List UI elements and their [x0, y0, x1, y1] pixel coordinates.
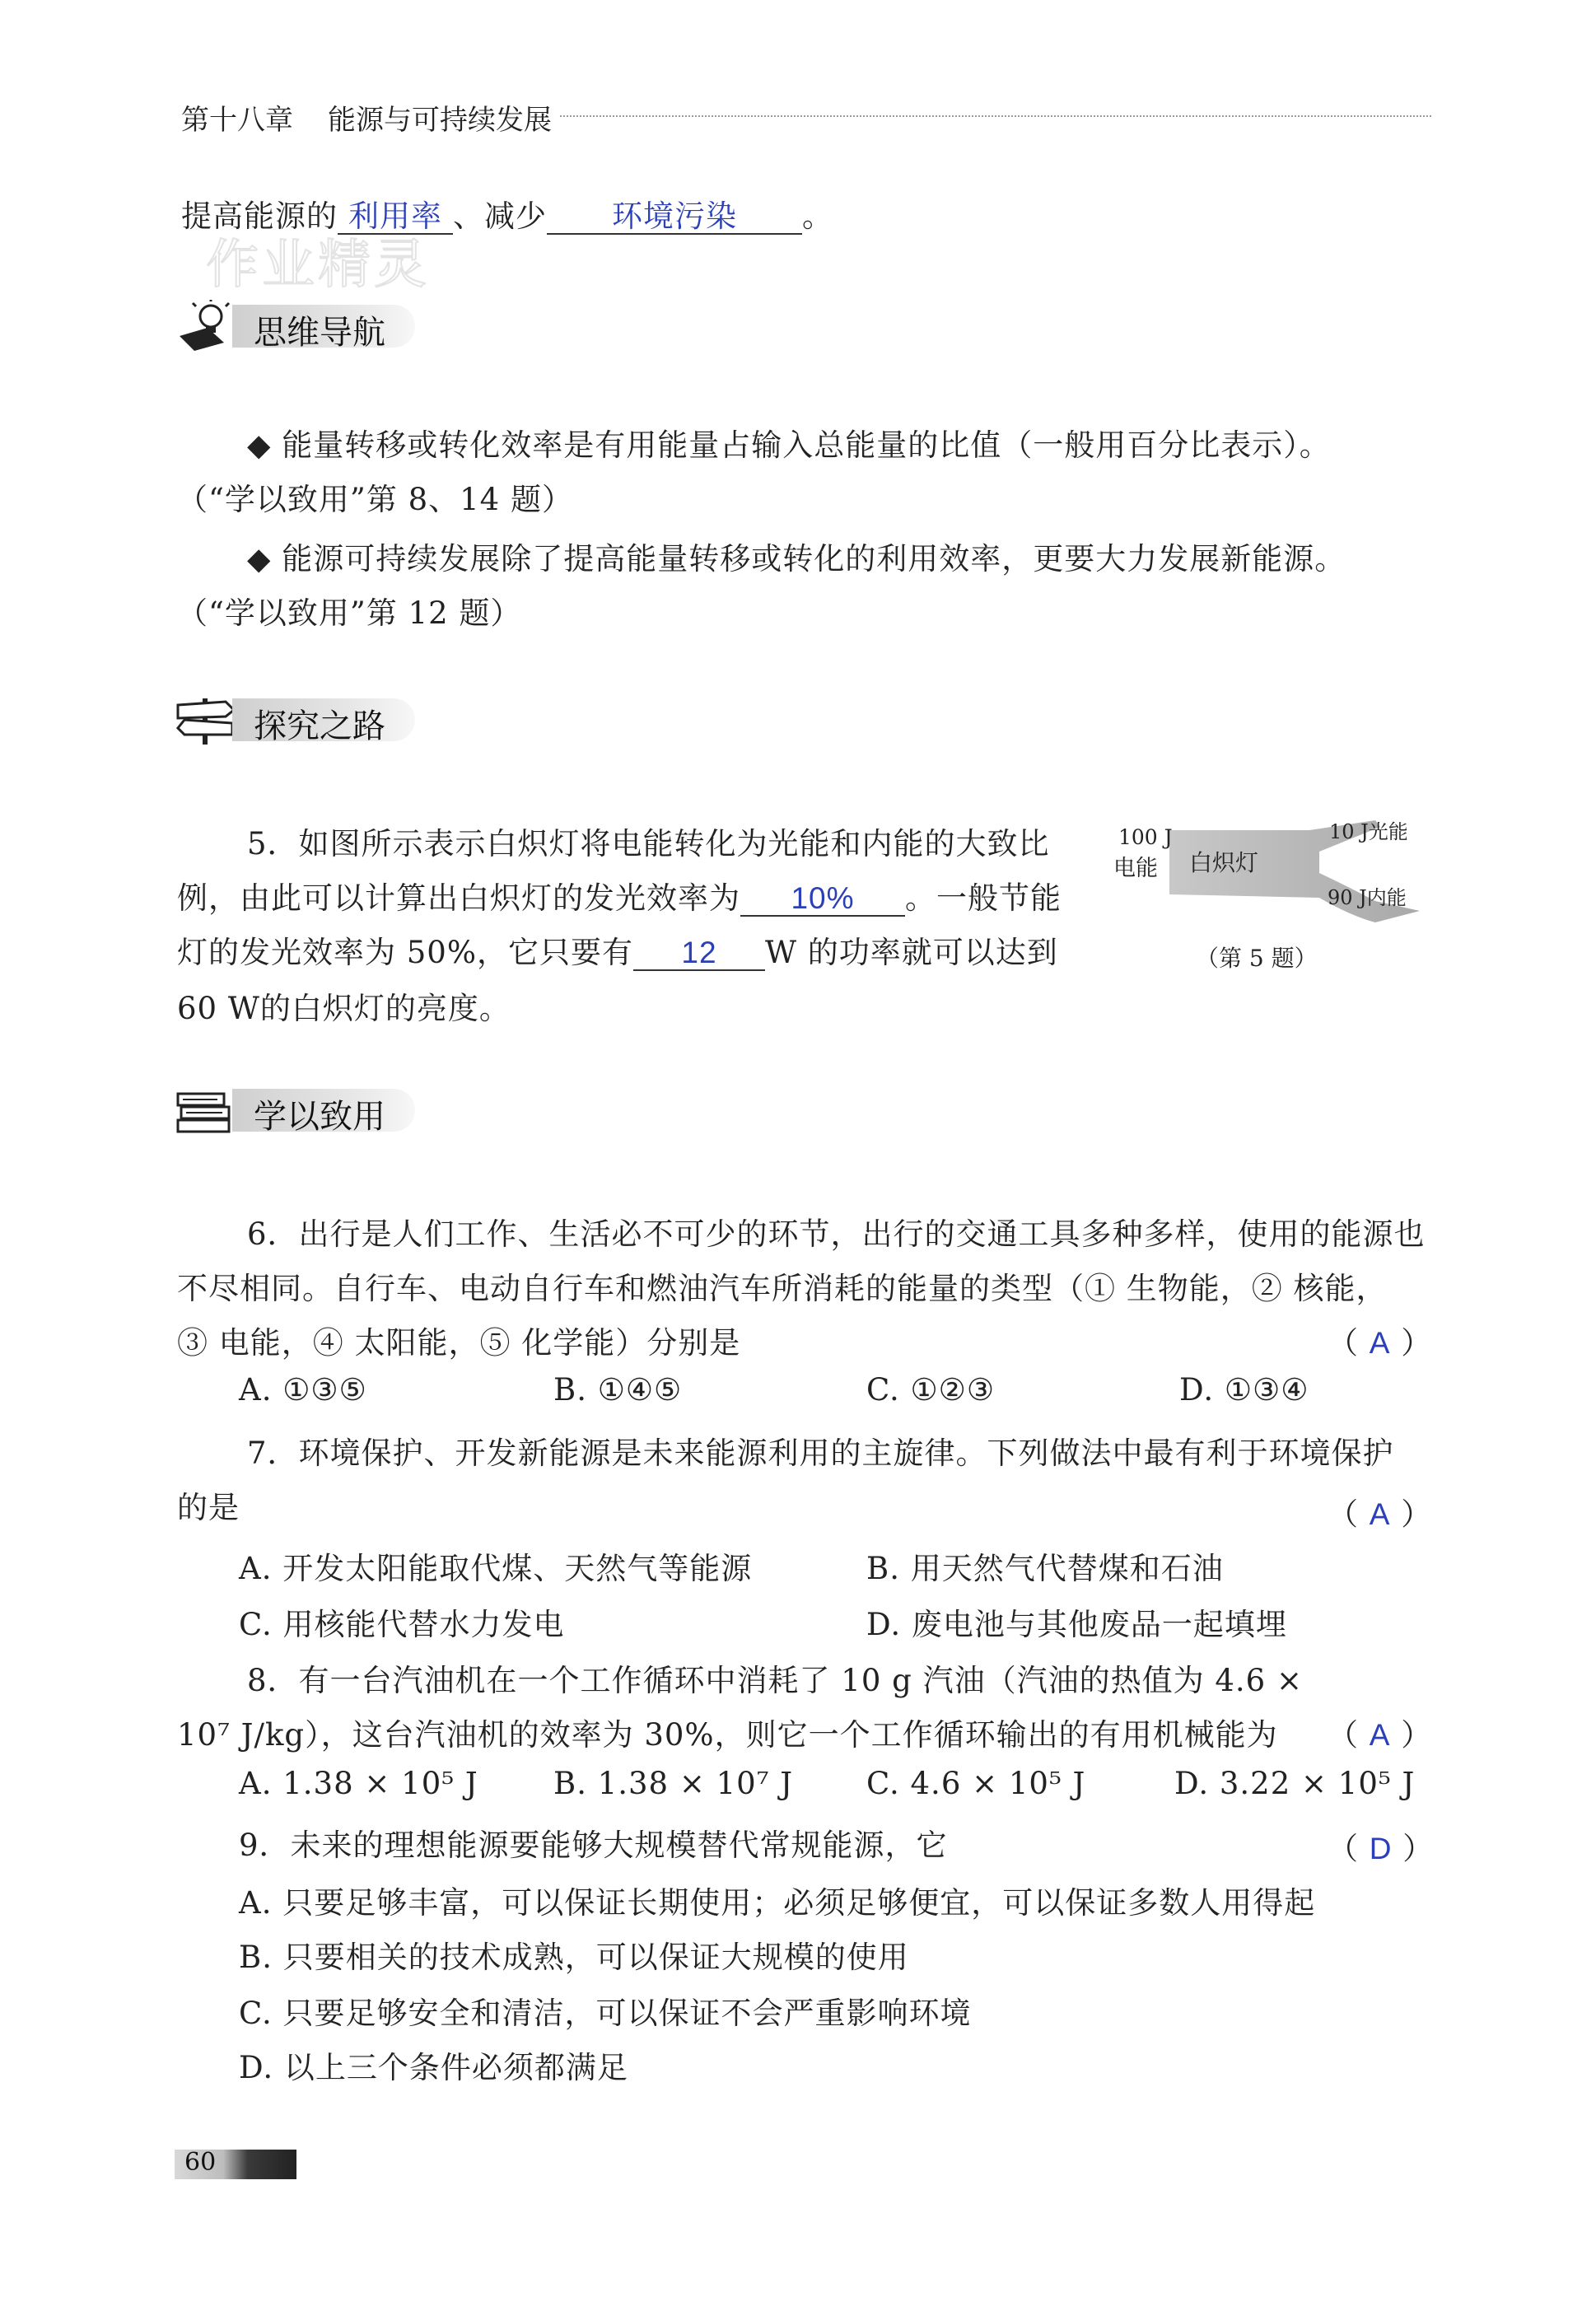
q7-option-d: D. 废电池与其他废品一起填埋: [866, 1607, 1287, 1642]
guide-point-2-text: 能源可持续发展除了提高能量转移或转化的利用效率，更要大力发展新能源。: [282, 541, 1346, 577]
q6-line-3: ③ 电能，④ 太阳能，⑤ 化学能）分别是: [177, 1325, 741, 1361]
q7-option-a: A. 开发太阳能取代煤、天然气等能源: [239, 1551, 753, 1586]
q6-option-a: A. ①③⑤: [239, 1372, 367, 1408]
lightbulb-book-icon: [175, 300, 240, 352]
intro-prefix: 提高能源的: [181, 198, 338, 234]
page-number: 60: [184, 2148, 217, 2177]
q8-line-1: 8．有一台汽油机在一个工作循环中消耗了 10 g 汽油（汽油的热值为 4.6 ×: [247, 1663, 1303, 1698]
intro-answer-2: 环境污染: [547, 201, 802, 235]
q9-line-1: 9．未来的理想能源要能够大规模替代常规能源，它: [239, 1828, 948, 1863]
q6-line-2: 不尽相同。自行车、电动自行车和燃油汽车所消耗的能量的类型（① 生物能，② 核能，: [177, 1271, 1388, 1306]
fig-output-light: 10 J光能: [1329, 820, 1408, 843]
chapter-title: 能源与可持续发展: [328, 104, 552, 137]
q9-option-b: B. 只要相关的技术成熟，可以保证大规模的使用: [239, 1940, 909, 1975]
q5-line-3-b: W 的功率就可以达到: [765, 935, 1058, 970]
q5-answer-1: 10%: [740, 883, 905, 917]
header-rule: [560, 115, 1431, 117]
q7-option-c: C. 用核能代替水力发电: [239, 1607, 565, 1642]
guide-point-1-text: 能量转移或转化效率是有用能量占输入总能量的比值（一般用百分比表示）。: [282, 427, 1331, 463]
guide-point-2-ref: （“学以致用”第 12 题）: [177, 595, 522, 631]
q5-line-3: [177, 927, 1058, 972]
q6-option-b: B. ①④⑤: [553, 1372, 683, 1408]
section-apply-title: 学以致用: [254, 1098, 385, 1136]
q6-option-d: D. ①③④: [1179, 1372, 1309, 1408]
q5-line-2: [177, 873, 1062, 917]
q8-answer: A: [1369, 1718, 1391, 1752]
q6-line-1: 6．出行是人们工作、生活必不可少的环节，出行的交通工具多种多样，使用的能源也: [247, 1216, 1426, 1252]
q5-line-4: 60 W的白炽灯的亮度。: [177, 991, 511, 1026]
fig-output-heat: 90 J内能: [1328, 886, 1407, 909]
q8-option-d: D. 3.22 × 10⁵ J: [1174, 1766, 1416, 1801]
q5-line-2-b: 。一般节能: [905, 880, 1062, 916]
q7-line-1: 7．环境保护、开发新能源是未来能源利用的主旋律。下列做法中最有利于环境保护: [247, 1436, 1394, 1471]
q5-line-3-a: 灯的发光效率为 50%，它只要有: [177, 935, 633, 970]
q6-option-c: C. ①②③: [866, 1372, 996, 1408]
q8-option-a: A. 1.38 × 10⁵ J: [239, 1766, 478, 1801]
q7-answer: A: [1369, 1497, 1391, 1531]
watermark: 作业精灵: [206, 235, 430, 296]
guide-point-1: [247, 420, 1331, 465]
q8-option-b: B. 1.38 × 10⁷ J: [553, 1766, 794, 1801]
guide-point-1-ref: （“学以致用”第 8、14 题）: [177, 482, 573, 517]
intro-answer-1: 利用率: [338, 201, 453, 235]
section-guide: [175, 300, 422, 352]
q8-answer-bracket: （ A ）: [1328, 1717, 1433, 1753]
q6-answer: A: [1369, 1326, 1391, 1360]
q9-answer: D: [1369, 1832, 1393, 1865]
fig-caption: （第 5 题）: [1196, 945, 1318, 972]
q9-answer-bracket: （ D ）: [1328, 1831, 1435, 1866]
intro-suffix: 。: [802, 198, 833, 234]
fig-input-value: 100 J: [1118, 825, 1173, 849]
intro-middle: 、减少: [453, 198, 547, 234]
q9-option-a: A. 只要足够丰富，可以保证长期使用；必须足够便宜，可以保证多数人用得起: [239, 1885, 1316, 1921]
guide-point-2: [247, 534, 1346, 578]
fig-box-label: 白炽灯: [1189, 849, 1259, 876]
q7-line-2: 的是: [177, 1490, 240, 1525]
section-explore: [175, 693, 422, 746]
q5-line-2-a: 例，由此可以计算出白炽灯的发光效率为: [177, 880, 740, 916]
diamond-bullet-icon: ◆: [247, 541, 282, 577]
q5-answer-2: 12: [633, 937, 765, 971]
q8-line-2: 10⁷ J/kg），这台汽油机的效率为 30%，则它一个工作循环输出的有用机械能为: [177, 1717, 1278, 1753]
books-icon: [175, 1084, 240, 1137]
section-guide-title: 思维导航: [254, 314, 385, 352]
chapter-label: 第十八章: [181, 104, 293, 137]
q7-answer-bracket: （ A ）: [1328, 1496, 1433, 1532]
q9-option-d: D. 以上三个条件必须都满足: [239, 2050, 628, 2085]
q7-option-b: B. 用天然气代替煤和石油: [866, 1551, 1224, 1586]
q5-energy-figure: [1104, 815, 1433, 980]
q5-line-1: 5．如图所示表示白炽灯将电能转化为光能和内能的大致比: [247, 826, 1050, 861]
q6-answer-bracket: （ A ）: [1328, 1325, 1433, 1361]
diamond-bullet-icon: ◆: [247, 427, 282, 463]
q9-option-c: C. 只要足够安全和清洁，可以保证不会严重影响环境: [239, 1996, 972, 2031]
section-explore-title: 探究之路: [254, 707, 385, 745]
section-apply: [175, 1084, 422, 1137]
q8-option-c: C. 4.6 × 10⁵ J: [866, 1766, 1086, 1801]
fig-input-label: 电能: [1113, 856, 1158, 881]
signpost-icon: [175, 693, 240, 746]
